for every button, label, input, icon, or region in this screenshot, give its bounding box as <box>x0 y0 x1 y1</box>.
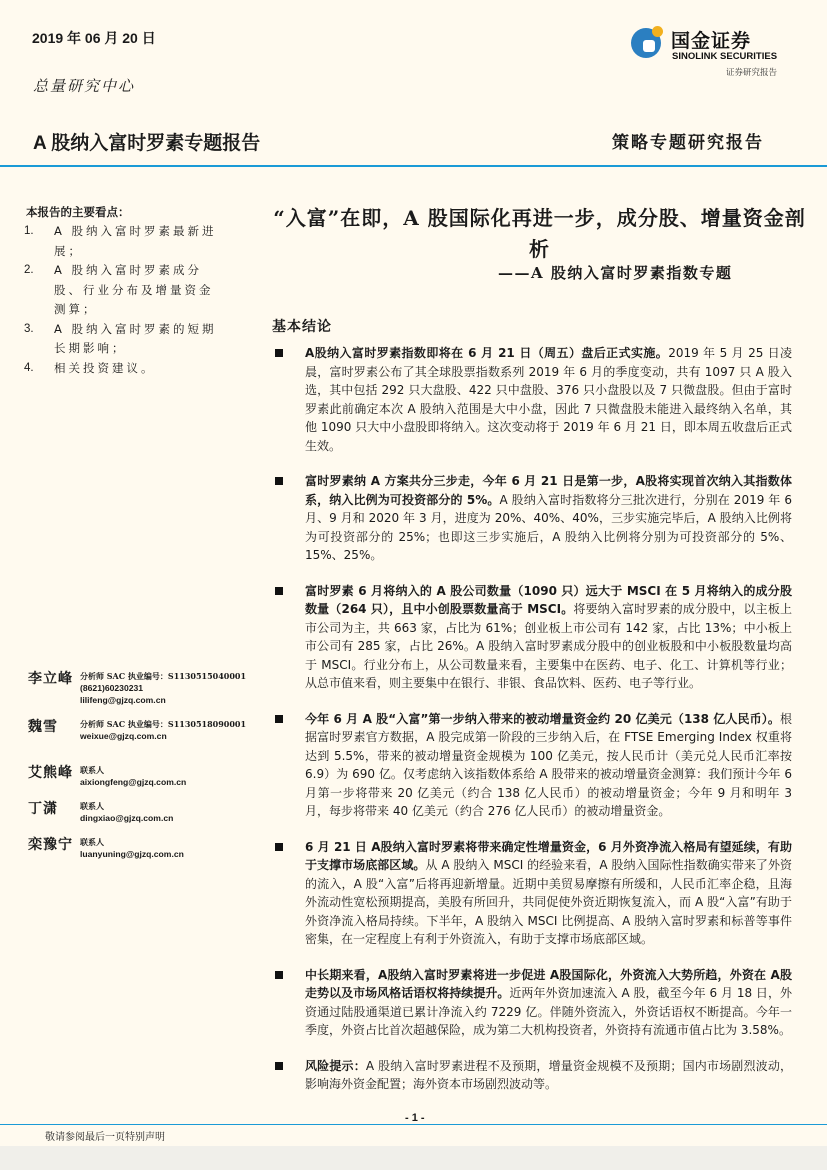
bullet-square-icon <box>275 971 283 979</box>
key-point-number: 3. <box>24 322 34 335</box>
analyst-entry <box>28 836 268 860</box>
conclusion-text: A 股纳入富时罗素进程不及预期，增量资金规模不及预期；国内市场剧烈波动，影响海外资金配置；海外资本市场剧烈波动等。 <box>305 1058 792 1091</box>
key-point-text: A 股纳入富时罗素成分股、行业分布及增量资金测算； <box>54 263 214 316</box>
key-points-list <box>24 222 224 378</box>
analyst-name: 艾熊峰 <box>28 765 73 781</box>
research-center: 总量研究中心 <box>33 77 136 95</box>
analyst-role: 联系人 <box>80 765 104 775</box>
analyst-entry <box>28 800 268 824</box>
footer-rule <box>0 1124 827 1125</box>
bullet-square-icon <box>275 587 283 595</box>
conclusion-bold: 中长期来看，A股纳入富时罗素将进一步促进 A股国际化，外资流入大势所趋，外资在 A股走势以及市场风格话语权将持续提升。 <box>305 967 792 1000</box>
analyst-phone: (8621)60230231 <box>80 683 144 693</box>
conclusion-item <box>272 472 792 565</box>
analyst-role: 分析师 SAC 执业编号：S1130518090001 <box>80 719 247 729</box>
analyst-role: 分析师 SAC 执业编号：S1130515040001 <box>80 671 247 681</box>
analyst-entry <box>28 718 268 742</box>
bullet-square-icon <box>275 715 283 723</box>
conclusion-bold: 今年 6 月 A 股“入富”第一步纳入带来的被动增量资金约 20 亿美元（138 亿人民币）。 <box>305 711 780 726</box>
report-title: A 股纳入富时罗素专题报告 <box>33 133 261 154</box>
conclusion-text: 将要纳入富时罗素的成分股中，以主板上市公司为主，共 663 家，占比为 61%；创业板上市公司有 142 家，占比 13%；中小板上市公司有 285 家，占比 26%。A 股纳入富时罗素成分股中的创业板股和中小板股数量均高于 MSCI。行业分布上，从公司数量来看，主要集中在医药、电子、化工、计算机等行业；从总市值来看，则主要集中在银行、非银、食品饮料、医药、电子等行业。 <box>305 602 792 690</box>
conclusion-text: 根据富时罗素官方数据，A 股完成第一阶段的三步纳入后，在 FTSE Emerging Index 权重将达到 5.5%，带来的被动增量资金规模为 100 亿美元，按人民币计（美元兑人民币汇率按 6.9）为 690 亿。仅考虑纳入该指数体系给 A 股带来的被动增量资金测算：我们预计今年 6 月第一步将带来 20 亿美元（约合 138 亿人民币）的被动增量资金；今年 9 月和明年 3 月，每步将带来 40 亿美元（约合 276 亿人民币）的被动增量资金。 <box>305 711 792 818</box>
conclusion-bold: A股纳入富时罗素指数即将在 6 月 21 日（周五）盘后正式实施。 <box>305 346 669 360</box>
conclusion-item <box>272 344 792 455</box>
conclusion-bold: 富时罗素 6 月将纳入的 A 股公司数量（1090 只）远大于 MSCI 在 5 月将纳入的成分股数量（264 只），且中小创股票数量高于 MSCI。 <box>305 583 792 616</box>
analyst-name: 李立峰 <box>28 671 73 687</box>
logo-cn-text: 国金证券 <box>671 30 752 52</box>
bullet-square-icon <box>275 1062 283 1070</box>
conclusion-text: A 股纳入富时指数将分三批次进行，分别在 2019 年 6 月、9 月和 2020 年 3 月，进度为 20%、40%、40%，三步实施完毕后，A 股纳入比例将为可投资部分的 25%；也即这三步实施后，A 股纳入比例将分别为可投资部分的 5%、15%、25%。 <box>305 492 792 562</box>
page-number: - 1 - <box>405 1112 425 1124</box>
key-point <box>24 222 224 261</box>
logo-dot-icon <box>652 26 663 37</box>
header-rule <box>0 165 827 167</box>
conclusion-bold: 风险提示： <box>305 1058 366 1073</box>
conclusion-bold: 富时罗素纳 A 方案共分三步走，今年 6 月 21 日是第一步，A股将实现首次纳入其指数体系，纳入比例为可投资部分的 5%。 <box>305 474 792 507</box>
analyst-email[interactable]: dingxiao@gjzq.com.cn <box>80 813 174 823</box>
key-point-number: 4. <box>24 361 34 374</box>
key-point-text: A 股纳入富时罗素的短期长期影响； <box>54 321 217 355</box>
analyst-email[interactable]: weixue@gjzq.com.cn <box>80 731 167 741</box>
report-date: 2019 年 06 月 20 日 <box>32 30 156 46</box>
conclusion-text: 近两年外资加速流入 A 股，截至今年 6 月 18 日，外资通过陆股通渠道已累计净流入约 7229 亿。伴随外资流入，外资话语权不断提高。今年一季度，外资占比首次超越保险，成为第二大机构投资者，外资持有流通市值占比为 3.58%。 <box>305 986 792 1037</box>
disclaimer-note: 敬请参阅最后一页特别声明 <box>45 1132 165 1143</box>
key-points-heading: 本报告的主要看点： <box>26 205 130 219</box>
analyst-role: 联系人 <box>80 837 104 847</box>
analyst-name: 魏雪 <box>28 719 58 735</box>
conclusion-bold: 6 月 21 日 A股纳入富时罗素将带来确定性增量资金，6 月外资净流入格局有望延续，有助于支撑市场底部区域。 <box>305 839 792 872</box>
conclusion-text: 2019 年 5 月 25 日凌晨，富时罗素公布了其全球股票指数系列 2019 年 6 月的季度变动，共有 1097 只 A 股入选，其中包括 292 只大盘股、422 只中盘股、376 只小盘股以及 7 只微盘股。但由于富时罗素此前确定本次 A 股纳入范围是大中小盘，因此 7 只微盘股未能进入最终纳入名单，其他 1090 只大中小盘股即将纳入。这次变动将于 2019 年 6 月 21 日，即本周五收盘后正式生效。 <box>305 346 792 453</box>
sinolink-logo <box>627 26 787 64</box>
conclusion-item <box>272 838 792 949</box>
bullet-square-icon <box>275 477 283 485</box>
analyst-email[interactable]: aixiongfeng@gjzq.com.cn <box>80 777 187 787</box>
key-point-number: 1. <box>24 225 34 237</box>
analyst-name: 丁潇 <box>28 801 58 817</box>
conclusion-item <box>272 710 792 821</box>
report-type: 策略专题研究报告 <box>612 133 764 153</box>
analyst-list <box>28 670 268 872</box>
key-point-text: A 股纳入富时罗素最新进展； <box>54 224 217 258</box>
logo-en-text: SINOLINK SECURITIES <box>672 51 778 62</box>
key-point <box>24 320 224 359</box>
analyst-email[interactable]: lilifeng@gjzq.com.cn <box>80 695 166 705</box>
key-point-text: 相关投资建议。 <box>54 360 156 375</box>
conclusion-item <box>272 966 792 1040</box>
main-title: “入富”在即，A 股国际化再进一步，成分股、增量资金剖析 <box>273 206 806 261</box>
conclusion-item <box>272 1057 792 1094</box>
key-point <box>24 359 224 379</box>
analyst-entry <box>28 670 268 706</box>
section-heading: 基本结论 <box>272 319 332 335</box>
bullet-square-icon <box>275 349 283 357</box>
analyst-entry <box>28 764 268 788</box>
key-point <box>24 261 224 320</box>
analyst-email[interactable]: luanyuning@gjzq.com.cn <box>80 849 184 859</box>
analyst-name: 栾豫宁 <box>28 837 73 853</box>
conclusion-text: 从 A 股纳入 MSCI 的经验来看，A 股纳入国际性指数确实带来了外资的流入，A 股“入富”后将再迎新增量。近期中美贸易摩擦有所缓和，人民币汇率企稳，且海外流动性宽松预期提高，美股有所回升，共同促使外资近期恢复流入，而 A 股“入富”有助于外资净流入格局持续。下半年，A 股纳入 MSCI 比例提高、A 股纳入富时罗素和标普等事件密集，在一定程度上有利于外资流入，有助于支撑市场底部区域。 <box>305 858 792 946</box>
bullet-square-icon <box>275 843 283 851</box>
analyst-role: 联系人 <box>80 801 104 811</box>
key-point-number: 2. <box>24 264 34 276</box>
logo-subtitle: 证券研究报告 <box>726 68 778 78</box>
conclusion-item <box>272 582 792 693</box>
conclusion-list <box>272 344 792 1111</box>
main-subtitle: ——A 股纳入富时罗素指数专题 <box>498 264 733 282</box>
